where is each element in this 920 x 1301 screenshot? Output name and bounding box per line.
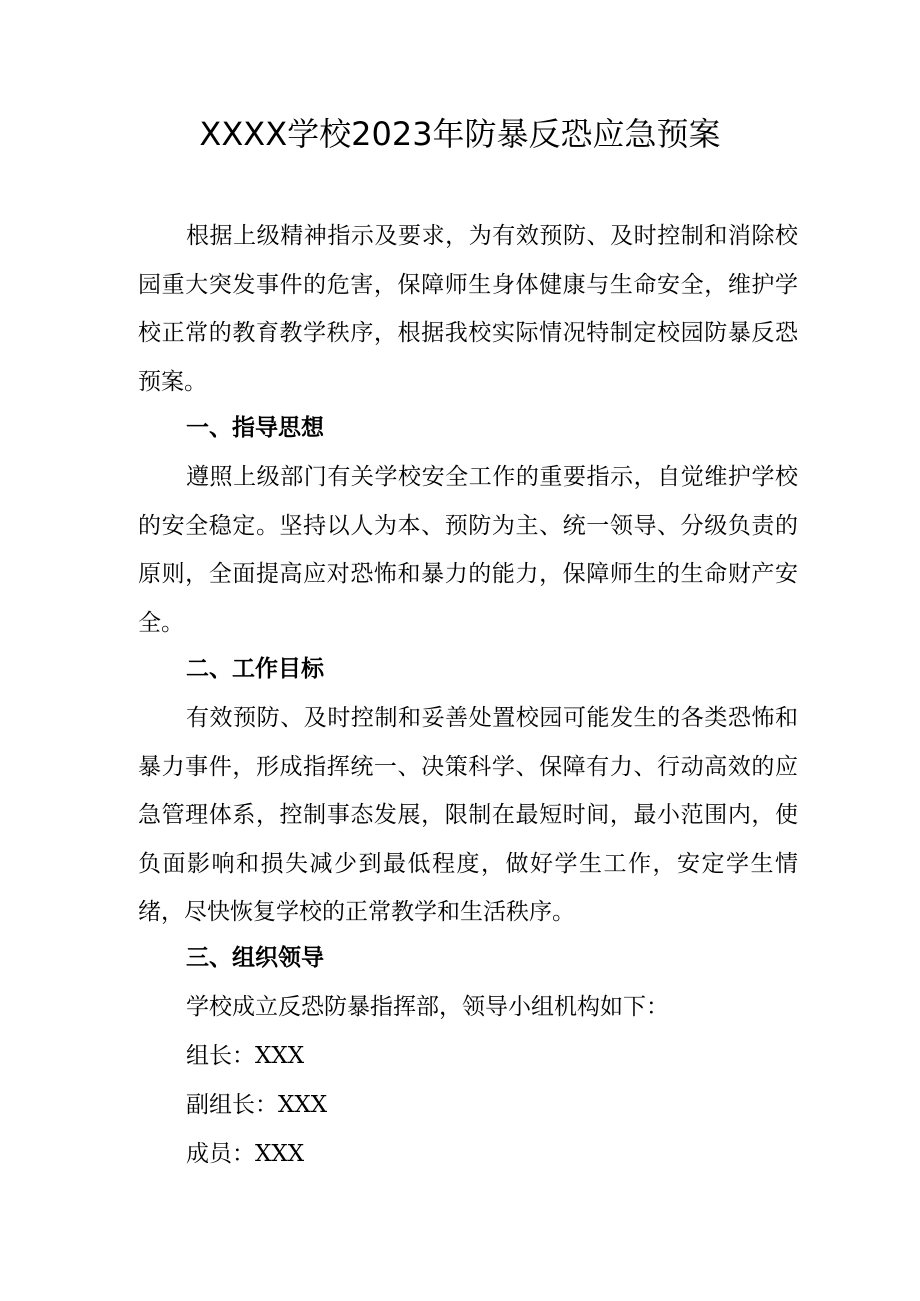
members-line: 成员：XXX [186, 1141, 305, 1167]
section-paragraph-work-goals: 有效预防、及时控制和妥善处置校园可能发生的各类恐怖和暴力事件，形成指挥统一、决策科学、保障有力、行动高效的应急管理体系，控制事态发展，限制在最短时间，最小范围内，使负面影响和损失减少到最低程度，做好学生工作，安定学生情绪，尽快恢复学校的正常教学和生活秩序。 [138, 705, 798, 925]
section-paragraph-guiding-ideology: 遵照上级部门有关学校安全工作的重要指示，自觉维护学校的安全稳定。坚持以人为本、预防为主、统一领导、分级负责的原则，全面提高应对恐怖和暴力的能力，保障师生的生命财产安全。 [138, 464, 798, 636]
document-title: XXXX学校2023年防暴反恐应急预案 [199, 115, 721, 153]
section-heading-organization: 三、组织领导 [186, 945, 324, 971]
deputy-leader-line: 副组长：XXX [186, 1092, 328, 1118]
section-heading-work-goals: 二、工作目标 [186, 656, 324, 682]
section-heading-guiding-ideology: 一、指导思想 [186, 415, 324, 441]
team-leader-line: 组长：XXX [186, 1043, 305, 1069]
intro-paragraph: 根据上级精神指示及要求，为有效预防、及时控制和消除校园重大突发事件的危害，保障师生身体健康与生命安全，维护学校正常的教育教学秩序，根据我校实际情况特制定校园防暴反恐预案。 [138, 223, 798, 395]
organization-intro-line: 学校成立反恐防暴指挥部，领导小组机构如下： [186, 994, 669, 1020]
